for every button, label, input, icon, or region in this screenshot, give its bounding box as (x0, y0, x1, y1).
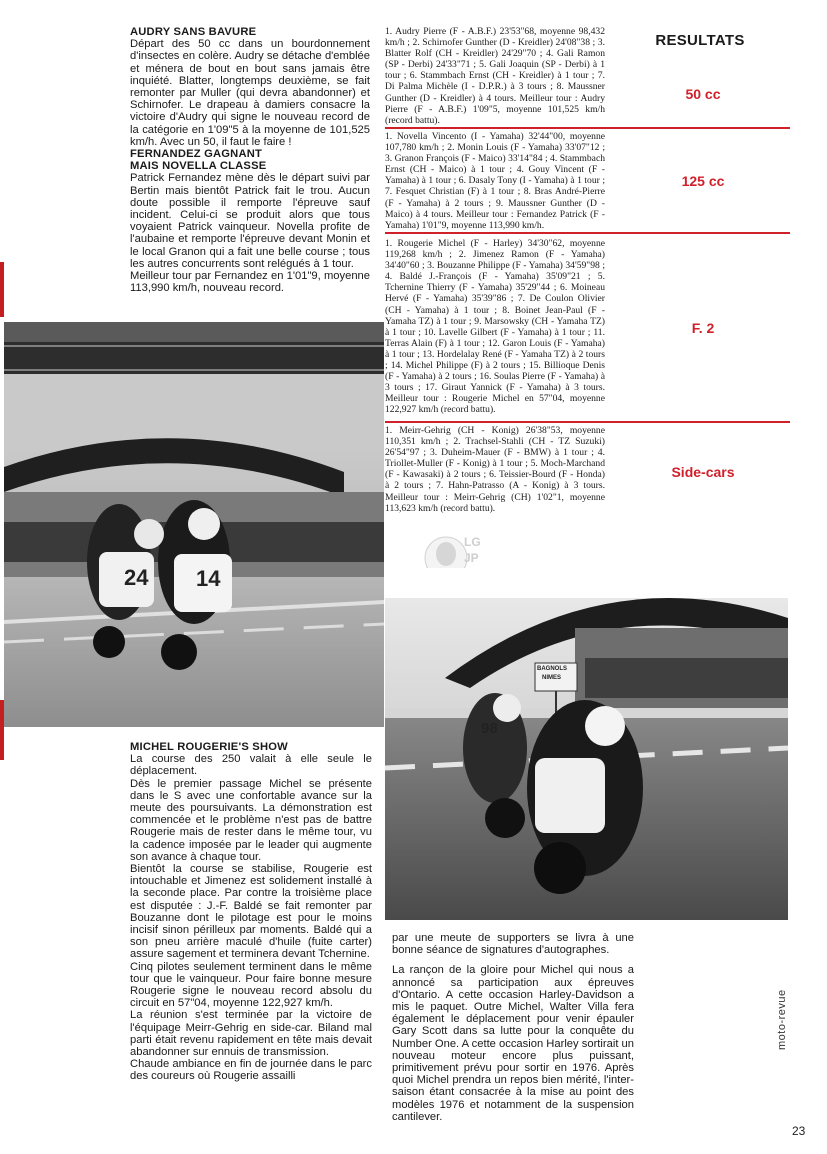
edge-mark-top (0, 262, 4, 317)
category-50cc: 50 cc (685, 86, 721, 102)
bike-number-24: 24 (124, 565, 149, 590)
magazine-name: moto-revue (776, 989, 788, 1050)
paragraph-rougerie-3: Bientôt la course se stabilise, Rougerie est intouchable et Jimenez est solidement installé à la seconde place. Par contre la troisième place est disputée : J.-F. Baldé se fait remonter par Bouzanne dont le pilotage est pour le moins incisif sinon périlleux par moments. Baldé qui a son pneu arrière maculé d'huile (fuite carter) assure sagement et terminera devant Tchernine. (130, 863, 372, 961)
paragraph-rougerie-4: Cinq pilotes seulement terminent dans le même tour que le vainqueur. Pour faire bonne mesure Rougerie signe le nouveau record absolu du circuit en 57"04, moyenne 122,927 km/h. (130, 960, 372, 1010)
result-text-125cc: 1. Novella Vincento (I - Yamaha) 32'44"00, moyenne 107,780 km/h ; 2. Monin Louis (F - Yamaha) 33'07"12 ; 3. Granon François (F - Maico) 33'14"84 ; 4. Stammbach Ernst (CH - Maico) à 1 tour ; 4. Gouy Vincent (F - Yamaha) à 1 tour ; 6. Dasaly Tony (I - Yamaha) à 1 tour ; 7. Fesquet Christian (F) à 1 tour ; 8. Bras André-Pierre (F - Yamaha) à 2 tours ; 9. Maussner Gunther (D - Maico) à 4 tours. Meilleur tour : Fernandez Patrick (F - Yamaha) 1'01"9, moyenne 113,990 km/h. (385, 131, 605, 231)
bike-number-14: 14 (196, 566, 221, 591)
heading-fernandez-2: MAIS NOVELLA CLASSE (130, 160, 267, 173)
photo-race-right (385, 568, 788, 920)
result-text-50cc: 1. Audry Pierre (F - A.B.F.) 23'53"68, moyenne 98,432 km/h ; 2. Schirnofer Gunther (D - Kreidler) 24'08"38 ; 3. Blatter Rolf (CH - Kreidler) 24'29"70 ; 4. Gali Ramon (SP - Derbi) 24'33"71 ; 5. Gali Joaquin (SP - Derbi) à 1 tour ; 6. Stammbach Ernst (CH - Kreidler) à 1 tour ; 7. Di Palma Michèle (I - D.P.R.) à 3 tours ; 8. Maussner Gunther (D - Kreidler) à 4 tours. Meilleur tour : Audry Pierre (F - A.B.F.) 1'09"5, moyenne 101,525 km/h (record battu). (385, 26, 605, 126)
photo-left-illustration (4, 322, 384, 727)
bike-number-98: 98 (481, 720, 498, 737)
paragraph-rougerie-2: Dès le premier passage Michel se présente dans le S avec une confortable avance sur la meute des poursuivants. La démonstration est commencée et le problème n'est pas de battre Rougerie mais de rester dans le même tour, vu la cadence imposée par le leader qui augmente son avance à chaque tour. (130, 777, 372, 863)
paragraph-rougerie-5: La réunion s'est terminée par la victoire de l'équipage Meirr-Gehrig en side-car. Biland mal parti était revenu rapidement en tête mais devait abandonner sur ennuis de transmission. (130, 1009, 372, 1059)
paragraph-rougerie-1: La course des 250 valait à elle seule le déplacement. (130, 753, 372, 778)
rule-2 (385, 232, 790, 234)
paragraph-continued-2: La rançon de la gloire pour Michel qui nous a annoncé sa participation aux épreuves d'Ontario. A cette occasion Harley-Davidson a mis le paquet. Outre Michel, Walter Villa fera également le déplacement pour venir épauler Gary Scott dans sa lutte pour la conquête du Number One. A cette occasion Harley sortirait un nouveau moteur encore plus puissant, primitivement prévu pour sortir en 1976. Après quoi Michel prendra un repos bien mérité, l'inter-saison étant consacrée à la mise au point des modèles 1976 et notamment de la suspension cantilever. (392, 964, 634, 1123)
paragraph-rougerie-6: Chaude ambiance en fin de journée dans le parc des coureurs où Rougerie assailli (130, 1058, 372, 1083)
category-sidecars: Side-cars (671, 464, 735, 480)
heading-audry: AUDRY SANS BAVURE (130, 26, 257, 38)
article-top-column (130, 26, 370, 294)
paragraph-fernandez-1: Patrick Fernandez mène dès le départ suivi par Bertin mais bientôt Patrick fait le trou. Aucun doute possible il remporte l'épreuve sauf incident. Celui-ci se produit alors que tous voyaient Patrick vainqueur. Novella profite de l'aubaine et remporte l'épreuve devant Monin et le local Granon qui a fait une belle course ; tous les autres concurrents sont relégués à 1 tour. (130, 172, 370, 270)
article-bottom-left-column (130, 741, 372, 1083)
rule-1 (385, 127, 790, 129)
result-text-sidecars: 1. Meirr-Gehrig (CH - Konig) 26'38"53, moyenne 110,351 km/h ; 2. Trachsel-Stahli (CH - TZ Suzuki) 26'54"97 ; 3. Duheim-Mauer (F - BMW) à 1 tour ; 4. Triollet-Muller (F - Konig) à 1 tour ; 5. Moch-Marchand (F - Kawasaki) à 2 tours ; 6. Teissier-Bourd (F - Honda) à 2 tours ; 7. Hahn-Patrasso (A - Konig) à 3 tours. Meilleur tour : Meirr-Gehrig (CH) 1'02"1, moyenne 113,623 km/h (record battu). (385, 425, 605, 514)
paragraph-continued-1: par une meute de supporters se livra à une bonne séance de signatures d'autographes. (392, 932, 634, 957)
page-number: 23 (792, 1124, 806, 1138)
rule-3 (385, 421, 790, 423)
paragraph-fernandez-2: Meilleur tour par Fernandez en 1'01"9, moyenne 113,990 km/h, nouveau record. (130, 270, 370, 295)
results-title: RESULTATS (655, 32, 745, 49)
sign-text-1: BAGNOLS (537, 666, 567, 672)
result-text-f2: 1. Rougerie Michel (F - Harley) 34'30"62, moyenne 119,268 km/h ; 2. Jimenez Ramon (F - Yamaha) 34'40"60 ; 3. Bouzanne Philippe (F - Yamaha) 34'59"98 ; 4. Baldé J.-François (F - Yamaha) 35'09"21 ; 5. Tchernine Thierry (F - Yamaha) 35'29"44 ; 6. Moineau Hervé (F - Yamaha) 35'39"86 ; 7. De Coulon Olivier (CH - Yamaha) à 1 tour ; 8. Boinet Jean-Paul (F - Yamaha TZ) à 1 tour ; 9. Marsowsky (CH - Yamaha TZ) à 1 tour ; 10. Lavelle Gilbert (F - Yamaha) à 1 tour ; 11. Terras Alain (F) à 1 tour ; 12. Garon Louis (F - Yamaha) à 1 tour ; 13. Hordelalay René (F - Yamaha TZ) à 2 tours ; 14. Michel Philippe (F) à 2 tours ; 15. Billioque Denis (F - Yamaha) à 2 tours ; 16. Soulas Pierre (F - Yamaha) à 3 tours ; 17. Giraut Yannick (F - Yamaha) à 3 tours. Meilleur tour : Rougerie Michel en 57"04, moyenne 122,927 km/h (record battu). (385, 238, 605, 416)
category-f2: F. 2 (691, 320, 715, 336)
photo-race-left (4, 322, 384, 727)
heading-rougerie: MICHEL ROUGERIE'S SHOW (130, 741, 288, 753)
photo-right-illustration (385, 568, 788, 920)
watermark-text: LG JP (464, 535, 481, 565)
category-125cc: 125 cc (681, 173, 725, 189)
article-bottom-right-column (392, 932, 634, 1123)
sign-text-2: NIMES (542, 675, 562, 681)
heading-fernandez-1: FERNANDEZ GAGNANT (130, 148, 263, 161)
paragraph-audry: Départ des 50 cc dans un bourdonnement d'insectes en colère. Audry se détache d'emblée et ménera de bout en bout sans jamais être inquiété. Blatter, longtemps deuxième, se fait remonter par Muller (qui devra abandonner) et Schirnofer. Le drapeau à damiers consacre la victoire d'Audry qui signe le nouveau record de la catégorie en 1'09"5 à la moyenne de 101,525 km/h. Avec un 50, il faut le faire ! (130, 38, 370, 148)
